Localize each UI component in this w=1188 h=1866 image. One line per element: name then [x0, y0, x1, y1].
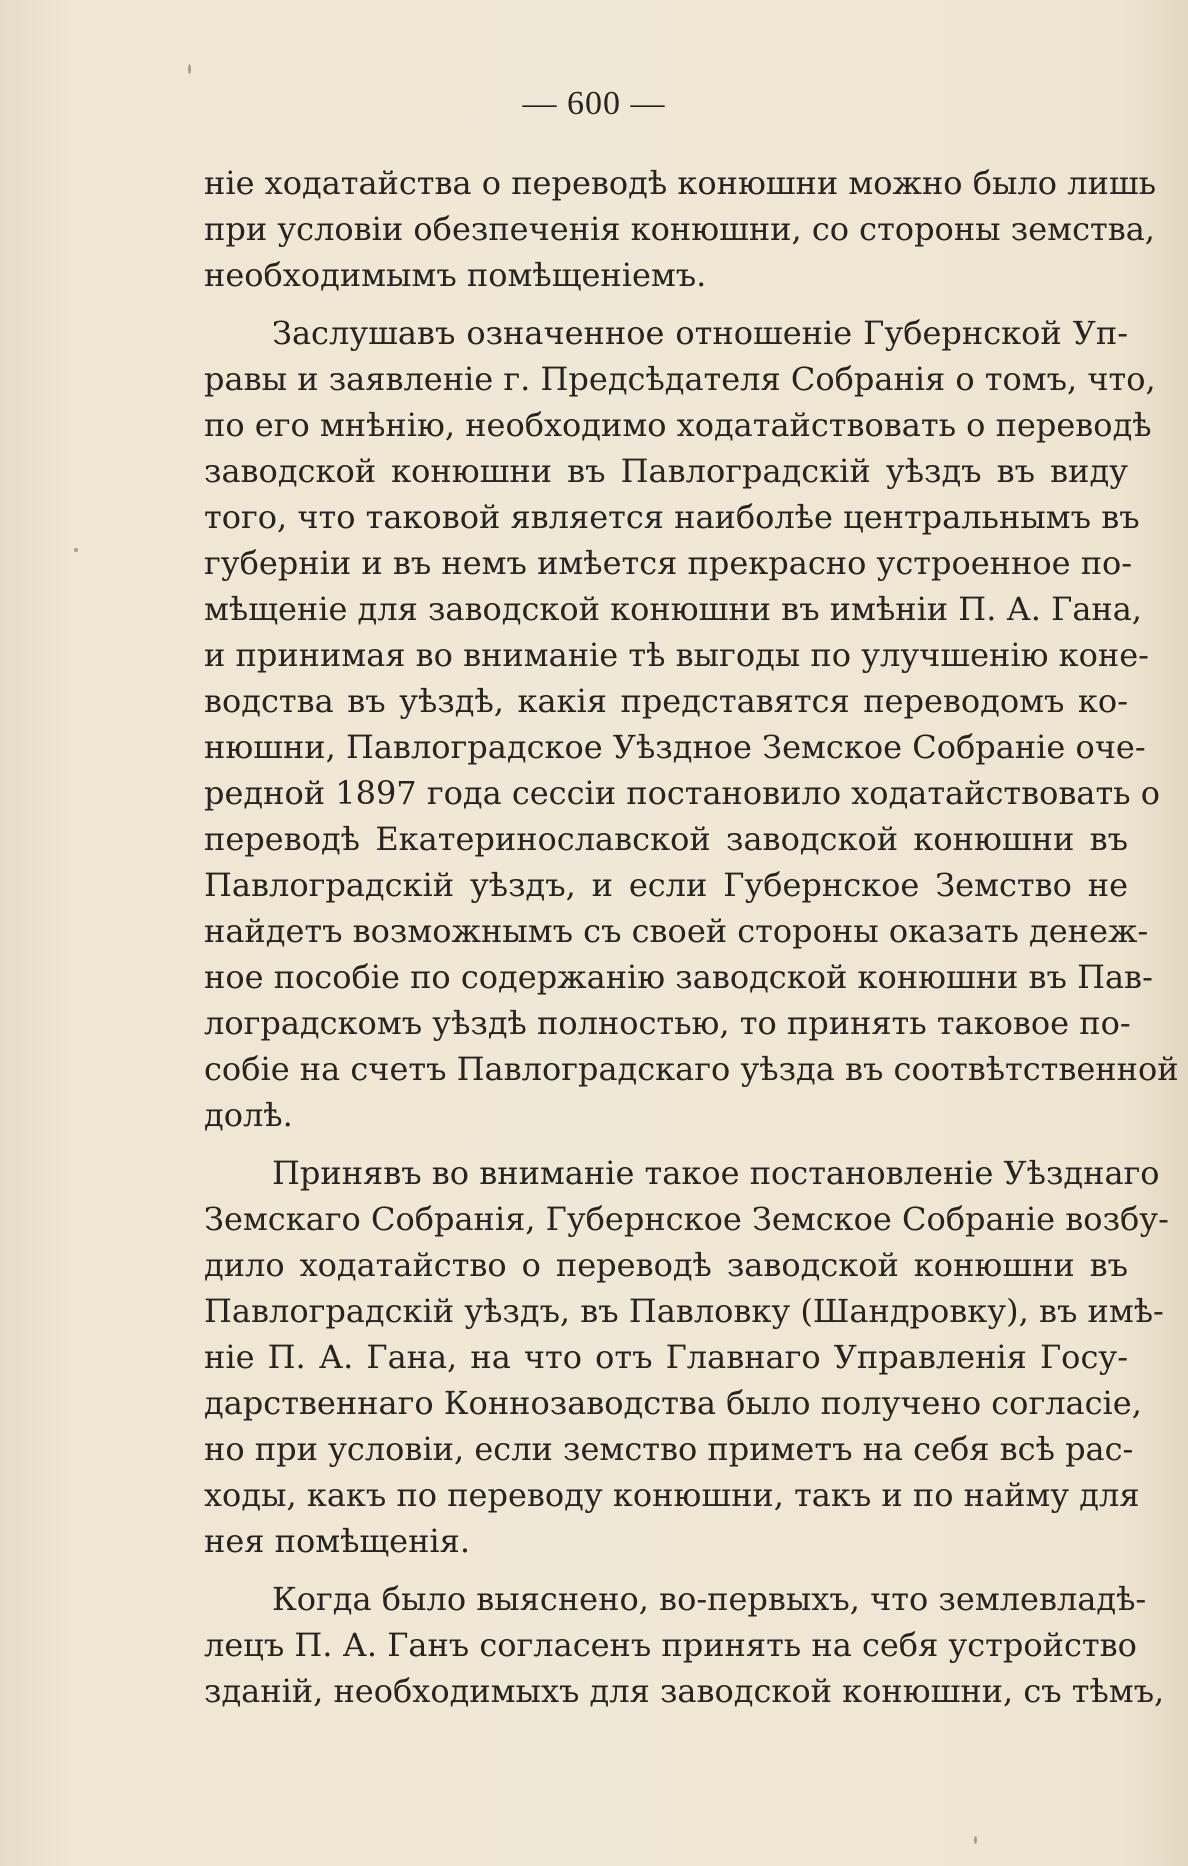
text-line: ніе ходатайства о переводѣ конюшни можно было лишь: [204, 164, 1157, 202]
text-line: Заслушавъ означенное отношеніе Губернской Уп-: [272, 314, 1128, 352]
text-line: равы и заявленіе г. Предсѣдателя Собранія о томъ, что,: [204, 360, 1156, 398]
text-line: лоградскомъ уѣздѣ полностью, то принять таковое по-: [204, 1004, 1131, 1042]
paper-speck: [974, 1836, 977, 1844]
text-line: лецъ П. А. Ганъ согласенъ принять на себя устройство: [204, 1626, 1137, 1664]
text-line: но при условіи, если земство приметъ на себя всѣ рас-: [204, 1430, 1134, 1468]
paragraph-1: [204, 160, 1157, 298]
body-text: [204, 160, 1179, 1714]
paragraph-gap: [204, 1564, 1128, 1576]
text-line: долѣ.: [204, 1096, 293, 1134]
text-line: переводѣ Екатеринославской заводской конюшни въ: [204, 820, 1128, 858]
paper-speck: [188, 64, 191, 74]
text-line: дило ходатайство о переводѣ заводской конюшни въ: [204, 1246, 1128, 1284]
text-line: Когда было выяснено, во-первыхъ, что землевладѣ-: [272, 1580, 1147, 1618]
paragraph-gap: [204, 298, 1128, 310]
text-line: редной 1897 года сессіи постановило ходатайствовать о: [204, 774, 1161, 812]
text-line: водства въ уѣздѣ, какія представятся переводомъ ко-: [204, 682, 1128, 720]
text-line: того, что таковой является наиболѣе центральнымъ въ: [204, 498, 1140, 536]
text-line: ное пособіе по содержанію заводской конюшни въ Пав-: [204, 958, 1153, 996]
text-line: и принимая во вниманіе тѣ выгоды по улучшенію коне-: [204, 636, 1149, 674]
text-line: мѣщеніе для заводской конюшни въ имѣніи П. А. Гана,: [204, 590, 1142, 628]
text-line: заводской конюшни въ Павлоградскій уѣздъ въ виду: [204, 452, 1128, 490]
text-line: Павлоградскій уѣздъ, въ Павловку (Шандровку), въ имѣ-: [204, 1292, 1164, 1330]
text-line: губерніи и въ немъ имѣется прекрасно устроенное по-: [204, 544, 1133, 582]
text-line: при условіи обезпеченія конюшни, со стороны земства,: [204, 210, 1155, 248]
text-line: собіе на счетъ Павлоградскаго уѣзда въ соотвѣтственной: [204, 1050, 1179, 1088]
text-line: ходы, какъ по переводу конюшни, такъ и по найму для: [204, 1476, 1140, 1514]
paragraph-4: [204, 1576, 1165, 1714]
paragraph-2: [204, 310, 1179, 1138]
paper-speck: [74, 548, 78, 552]
text-line: по его мнѣнію, необходимо ходатайствовать о переводѣ: [204, 406, 1152, 444]
text-line: необходимымъ помѣщеніемъ.: [204, 256, 707, 294]
text-line: найдетъ возможнымъ съ своей стороны оказать денеж-: [204, 912, 1149, 950]
text-line: Принявъ во вниманіе такое постановленіе Уѣзднаго: [272, 1154, 1160, 1192]
text-line: нея помѣщенія.: [204, 1522, 471, 1560]
page-number: — 600 —: [522, 85, 666, 122]
text-line: Земскаго Собранія, Губернское Земское Собраніе возбу-: [204, 1200, 1169, 1238]
text-line: нюшни, Павлоградское Уѣздное Земское Собраніе оче-: [204, 728, 1146, 766]
text-line: дарственнаго Коннозаводства было получено согласіе,: [204, 1384, 1142, 1422]
text-line: зданій, необходимыхъ для заводской конюшни, съ тѣмъ,: [204, 1672, 1165, 1710]
paragraph-gap: [204, 1138, 1128, 1150]
text-line: Павлоградскій уѣздъ, и если Губернское Земство не: [204, 866, 1128, 904]
paragraph-3: [204, 1150, 1169, 1564]
text-line: ніе П. А. Гана, на что отъ Главнаго Управленія Госу-: [204, 1338, 1128, 1376]
